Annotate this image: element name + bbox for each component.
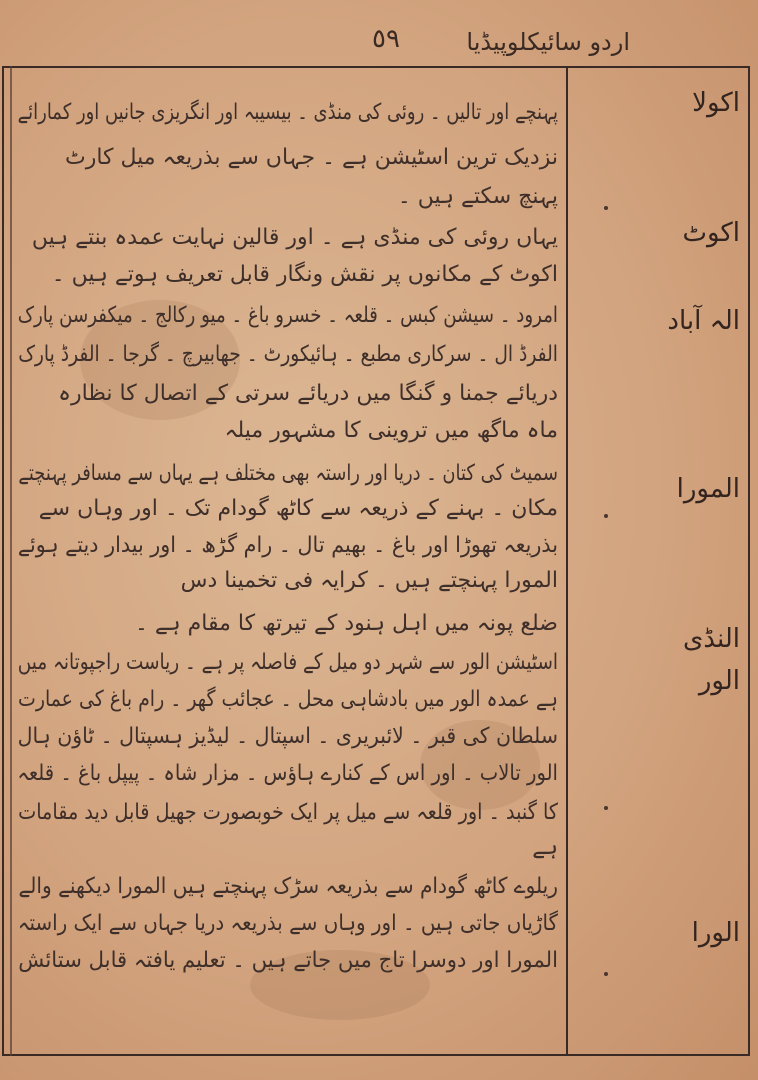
margin-headword-column [574,70,748,1050]
running-title: اردو سائیکلوپیڈیا [466,28,630,56]
text-line: الفرڈ ال ۔ سرکاری مطبع ۔ ہائیکورٹ ۔ جھابیرچ ۔ گرجا ۔ الفرڈ پارک [18,342,558,367]
text-line: گاڑیاں جاتی ہیں ۔ اور وہاں سے بذریعہ دریا جہاں سے ایک راستہ [18,911,558,936]
headword: الور [698,666,740,696]
text-line: نزدیک ترین اسٹیشن ہے ۔ جہاں سے بذریعہ میل کارٹ [64,145,558,170]
text-line: اکوٹ کے مکانوں پر نقش ونگار قابل تعریف ہوتے ہیں ۔ [51,262,558,287]
text-line: ضلع پونہ میں اہل ہنود کے تیرتھ کا مقام ہے ۔ [134,611,558,636]
text-line: پہنچے اور تالیں ۔ روئی کی منڈی ۔ بیسیبہ اور انگریزی جانیں اور کمارائے [17,100,558,125]
text-line: اسٹیشن الور سے شہر دو میل کے فاصلہ پر ہے ۔ ریاست راجپوتانہ میں [18,650,558,675]
text-line: بذریعہ تھوڑا اور باغ ۔ بھیم تال ۔ رام گڑھ ۔ اور بیدار دیتے ہوئے [17,533,558,558]
headword: النڈی [683,624,740,654]
text-line: سمیٹ کی کتان ۔ دریا اور راستہ بھی مختلف ہے یہاں سے مسافر پہنچتے [18,461,558,486]
text-line: ہے عمدہ الور میں بادشاہی محل ۔ عجائب گھر ۔ رام باغ کی عمارت [18,687,558,712]
text-line: دریائے جمنا و گنگا میں دریائے سرتی کے اتصال کا نظارہ [58,381,558,406]
text-line: مکان ۔ بہنے کے ذریعہ سے کاٹھ گودام تک ۔ اور وہاں سے [38,496,558,521]
text-line: ماہ ماگھ میں تروینی کا مشہور میلہ [224,418,558,443]
headword: اکولا [692,88,740,118]
text-line: امرود ۔ سیشن کبس ۔ قلعہ ۔ خسرو باغ ۔ میو رکالج ۔ میکفرسن پارک [17,303,558,328]
text-line: ہے [532,835,558,860]
margin-dot [604,806,608,810]
margin-dot [604,514,608,518]
main-text-column [18,84,558,1044]
headword: المورا [676,474,740,504]
headword: اکوٹ [682,218,740,248]
headword: الہ آباد [667,306,740,336]
column-divider [566,66,568,1056]
text-line: المورا اور دوسرا تاج میں جاتے ہیں ۔ تعلیم یافتہ قابل ستائش [18,948,558,973]
text-line: پہنچ سکتے ہیں ۔ [397,184,558,209]
page-header [0,22,758,62]
page-number: ٥٩ [372,24,400,54]
text-line: الور تالاب ۔ اور اس کے کنارے ہاؤس ۔ مزار شاہ ۔ پیپل باغ ۔ قلعہ [17,761,558,786]
text-line: کا گنبد ۔ اور قلعہ سے میل پر ایک خوبصورت جھیل قابل دید مقامات [18,800,558,825]
text-line: سلطان کی قبر ۔ لائبریری ۔ اسپتال ۔ لیڈیز ہسپتال ۔ ٹاؤن ہال [18,724,558,749]
headword: الورا [691,918,740,948]
inner-left-rule [10,66,12,1056]
margin-dot [604,206,608,210]
text-line: ریلوے کاٹھ گودام سے بذریعہ سڑک پہنچتے ہیں المورا دیکھنے والے [18,874,558,899]
margin-dot [604,972,608,976]
text-line: یہاں روئی کی منڈی ہے ۔ اور قالین نہایت عمدہ بنتے ہیں [31,225,558,250]
text-line: المورا پہنچتے ہیں ۔ کرایہ فی تخمینا دس [180,568,558,593]
